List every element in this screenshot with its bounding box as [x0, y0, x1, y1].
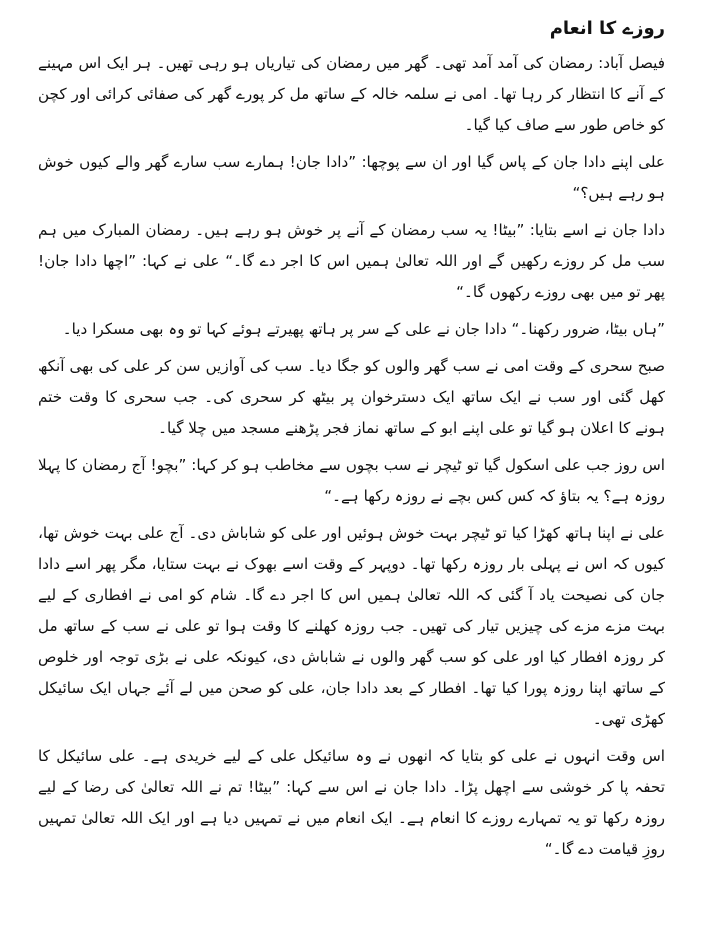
article-title: روزے کا انعام	[549, 18, 665, 39]
paragraph: اس وقت انہوں نے علی کو بتایا کہ انھوں نے وہ سائیکل علی کے لیے خریدی ہے۔ علی سائیکل کا تحفہ پا کر خوشی سے اچھل پڑا۔ دادا جان نے اس سے کہا: ”بیٹا! تم نے اللہ تعالیٰ کی رضا کے لیے روزہ رکھا تو یہ تمہارے روزے کا انعام ہے۔ ایک انعام میں نے تمہیں دیا ہے اور ایک اللہ تعالیٰ تمہیں روزِ قیامت دے گا۔“	[38, 747, 665, 858]
paragraph: علی اپنے دادا جان کے پاس گیا اور ان سے پوچھا: ”دادا جان! ہمارے سب سارے گھر والے کیوں خوش ہو رہے ہیں؟“	[38, 153, 665, 202]
paragraph: علی نے اپنا ہاتھ کھڑا کیا تو ٹیچر بہت خوش ہوئیں اور علی کو شاباش دی۔ آج علی بہت خوش تھا، کیوں کہ اس نے پہلی بار روزہ رکھا تھا۔ دوپہر کے وقت اسے بھوک نے بہت ستایا، مگر پھر اسے دادا جان کی نصیحت یاد آ گئی کہ اللہ تعالیٰ ہمیں اس کا اجر دے گا۔ شام کو امی نے افطاری کے لیے بہت مزے مزے کی چیزیں تیار کی تھیں۔ جب روزہ کھلنے کا وقت ہوا تو علی نے سب کے ساتھ مل کر روزہ افطار کیا اور علی کو سب گھر والوں نے شاباش دی، کیونکہ علی نے بڑی توجہ اور خلوص کے ساتھ اپنا روزہ پورا کیا تھا۔ افطار کے بعد دادا جان، علی کو صحن میں لے آئے جہاں ایک سائیکل کھڑی تھی۔	[38, 524, 665, 728]
paragraph: دادا جان نے اسے بتایا: ”بیٹا! یہ سب رمضان کے آنے پر خوش ہو رہے ہیں۔ رمضان المبارک میں ہم سب مل کر روزے رکھیں گے اور اللہ تعالیٰ ہمیں اس کا اجر دے گا۔“ علی نے کہا: ”اچھا دادا جان! پھر تو میں بھی روزے رکھوں گا۔“	[38, 221, 665, 301]
paragraph: فیصل آباد: رمضان کی آمد آمد تھی۔ گھر میں رمضان کی تیاریاں ہو رہی تھیں۔ ہر ایک اس مہینے کے آنے کا انتظار کر رہا تھا۔ امی نے سلمہ خالہ کے ساتھ مل کر پورے گھر کی صفائی کرائی اور کچن کو خاص طور سے صاف کیا گیا۔	[38, 54, 665, 134]
paragraph: اس روز جب علی اسکول گیا تو ٹیچر نے سب بچوں سے مخاطب ہو کر کہا: ”بچو! آج رمضان کا پہلا روزہ ہے؟ یہ بتاؤ کہ کس کس بچے نے روزہ رکھا ہے۔“	[38, 456, 665, 505]
paragraph: صبح سحری کے وقت امی نے سب گھر والوں کو جگا دیا۔ سب کی آوازیں سن کر علی کی بھی آنکھ کھل گئی اور سب نے ایک ساتھ ایک دسترخوان پر بیٹھ کر سحری کی۔ جب سحری کا وقت ختم ہونے کا اعلان ہو گیا تو علی اپنے ابو کے ساتھ نماز فجر پڑھنے مسجد میں چلا گیا۔	[38, 357, 665, 437]
paragraph: ”ہاں بیٹا، ضرور رکھنا۔“ دادا جان نے علی کے سر پر ہاتھ پھیرتے ہوئے کہا تو وہ بھی مسکرا دیا۔	[62, 320, 665, 338]
